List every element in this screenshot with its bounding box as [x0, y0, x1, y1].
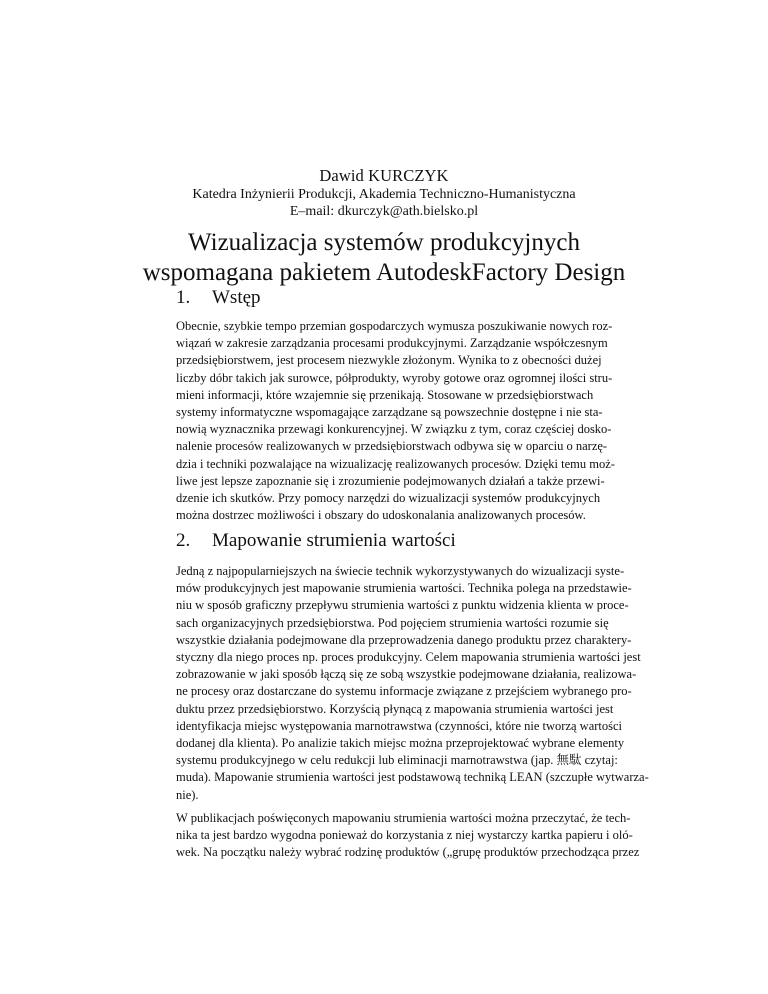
text-line: W publikacjach poświęconych mapowaniu strumienia wartości można przeczytać, że tech- [176, 811, 631, 825]
author-name: Dawid KURCZYK [319, 166, 449, 185]
paper-title-line-1: Wizualizacja systemów produkcyjnych [188, 229, 580, 256]
text-line: mieni informacji, które wzajemnie się przenikają. Stosowane w przedsiębiorstwach [176, 387, 594, 402]
text-line: liczby dóbr takich jak surowce, półprodukty, wyroby gotowe oraz ogromnej ilości stru- [176, 370, 613, 385]
text-line: mów produkcyjnych jest mapowanie strumienia wartości. Technika polega na przedstawie- [176, 581, 632, 596]
text-line: dzia i techniki pozwalające na wizualizację realizowanych procesów. Dzięki temu moż- [176, 456, 615, 471]
text-line: ne procesy oraz dostarczane do systemu informacje związane z przejściem wybranego pro- [176, 684, 632, 699]
text-line: dzenie ich skutków. Przy pomocy narzędzi do wizualizacji systemów produkcyjnych [176, 491, 601, 506]
paper-header [0, 166, 768, 220]
paragraph-vsm-2 [176, 810, 640, 862]
text-line: nie). [176, 787, 199, 802]
text-line: wiązań w zakresie zarządzania procesami produkcyjnymi. Zarządzanie współczesnym [176, 336, 608, 351]
text-line: wek. Na początku należy wybrać rodzinę produktów („grupę produktów przechodząca przez [176, 845, 640, 860]
text-line: wszystkie działania podejmowane dla przeprowadzenia danego produktu przez charaktery- [176, 632, 632, 647]
text-line: systemy informatyczne wspomagające zarządzane są powszechnie dostępne i nie sta- [176, 405, 603, 420]
paper-title [0, 228, 768, 288]
section-heading-2 [176, 530, 456, 552]
text-line: Obecnie, szybkie tempo przemian gospodarczych wymusza poszukiwanie nowych roz- [176, 319, 613, 333]
section-heading-1 [176, 287, 261, 309]
section-title: Wstęp [212, 287, 261, 308]
text-line: przedsiębiorstwem, jest procesem niezwykle złożonym. Wynika to z obecności dużej [176, 353, 602, 368]
section-number: 2. [176, 530, 191, 551]
text-line: identyfikacja miejsc występowania marnotrawstwa (czynności, które nie tworzą wartości [176, 718, 623, 733]
paper-title-line-2: wspomagana pakietem AutodeskFactory Design [142, 259, 626, 286]
text-line: zobrazowanie w jaki sposób łączą się ze sobą wszystkie podejmowane działania, realizowa- [176, 667, 637, 682]
text-line: nalenie procesów realizowanych w przedsiębiorstwach odbywa się w oparciu o narzę- [176, 439, 608, 454]
text-line: styczny dla niego proces np. proces produkcyjny. Celem mapowania strumienia wartości jest [176, 650, 641, 665]
author-affiliation: Katedra Inżynierii Produkcji, Akademia Techniczno-Humanistyczna [192, 187, 576, 202]
text-line: można dostrzec możliwości i obszary do udoskonalania analizowanych procesów. [176, 508, 586, 523]
author-email: E–mail: dkurczyk@ath.bielsko.pl [289, 204, 479, 219]
section-title: Mapowanie strumienia wartości [212, 530, 456, 551]
text-line: duktu przez przedsiębiorstwo. Korzyścią płynącą z mapowania strumienia wartości jest [176, 701, 614, 716]
text-line: systemu produkcyjnego w celu redukcji lub eliminacji marnotrawstwa (jap. 無駄 czytaj: [176, 753, 618, 768]
text-line: sach organizacyjnych przedsiębiorstwa. Pod pojęciem strumienia wartości rozumie się [176, 615, 609, 630]
paragraph-vsm-1 [176, 563, 649, 804]
text-line: Jedną z najpopularniejszych na świecie technik wykorzystywanych do wizualizacji syste- [176, 564, 625, 578]
text-line: niu w sposób graficzny przepływu strumienia wartości z punktu widzenia klienta w proce- [176, 598, 629, 613]
text-line: muda). Mapowanie strumienia wartości jest podstawową techniką LEAN (szczupłe wytwarza- [176, 770, 649, 785]
text-line: nowią wyznacznika przewagi konkurencyjnej. W związku z tym, coraz częściej dosko- [176, 422, 612, 437]
paragraph-intro [176, 318, 615, 524]
section-number: 1. [176, 287, 191, 308]
text-line: liwe jest lepsze zapoznanie się i zrozumienie podejmowanych działań a także przewi- [176, 473, 605, 488]
text-line: dodanej dla klienta). Po analizie takich miejsc można przeprojektować wybrane elementy [176, 736, 625, 751]
text-line: nika ta jest bardzo wygodna ponieważ do korzystania z niej wystarczy kartka papieru i oló- [176, 828, 633, 843]
